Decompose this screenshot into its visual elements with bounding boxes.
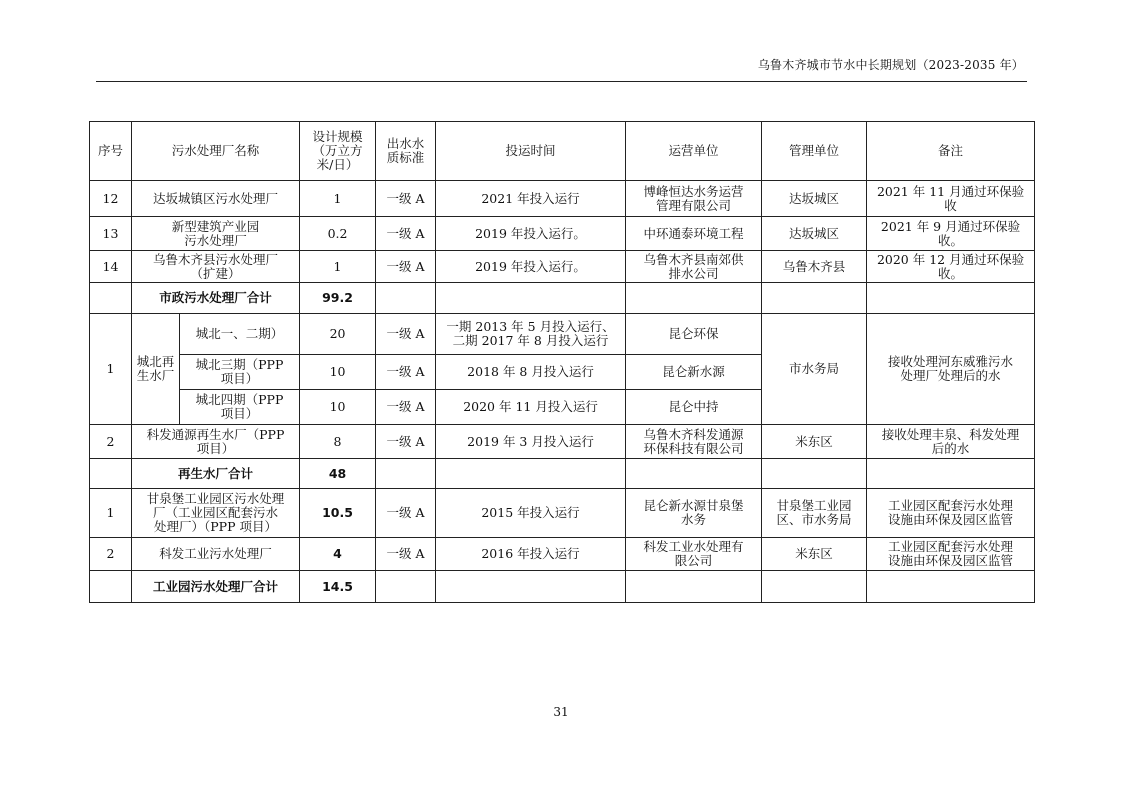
cell-text: 接收处理丰泉、科发处理 xyxy=(881,426,1020,442)
cell-text: 昆仑环保 xyxy=(668,326,719,341)
plant-name xyxy=(132,538,300,571)
cell-text: 新型建筑产业园 xyxy=(171,218,260,234)
cell-text: 乌鲁木齐县南郊供 xyxy=(643,251,744,267)
cell-text: 收。 xyxy=(938,265,964,281)
empty-cell xyxy=(436,283,626,314)
cell-text: 一级 A xyxy=(386,258,425,274)
empty-cell xyxy=(867,571,1035,603)
cell-text: 10.5 xyxy=(322,505,353,520)
row-no xyxy=(90,217,132,251)
cell-text: 一级 A xyxy=(386,225,425,241)
effluent-standard xyxy=(376,314,436,355)
cell-text: 二期 2017 年 8 月投入运行 xyxy=(452,333,609,348)
operator xyxy=(626,251,762,283)
subtotal-value xyxy=(300,571,376,603)
cell-text: 米/日） xyxy=(316,157,359,172)
effluent-standard xyxy=(376,489,436,538)
cell-text: 1 xyxy=(333,190,342,206)
cell-text: 达坂城区 xyxy=(789,190,840,206)
cell-text: 乌鲁木齐县污水处理厂 xyxy=(153,251,279,267)
cell-text: 投运时间 xyxy=(505,143,556,158)
cell-text: 城北四期（PPP xyxy=(195,392,284,407)
operator xyxy=(626,217,762,251)
cell-text: 昆仑新水源 xyxy=(662,364,725,379)
cell-text: 水务 xyxy=(681,512,707,527)
cell-text: 14.5 xyxy=(322,578,353,594)
cell-text: 限公司 xyxy=(674,553,713,568)
operator xyxy=(626,314,762,355)
design-scale xyxy=(300,181,376,217)
cell-text: 10 xyxy=(329,399,346,414)
cell-text: 项目） xyxy=(220,371,259,386)
design-scale xyxy=(300,251,376,283)
cell-text: 1 xyxy=(106,505,115,520)
cell-text: 运营单位 xyxy=(668,143,719,158)
cell-text: 48 xyxy=(328,465,347,481)
cell-text: 一级 A xyxy=(386,505,425,520)
effluent-standard xyxy=(376,251,436,283)
plant-phase-name xyxy=(180,355,300,390)
subtotal-label xyxy=(132,459,300,489)
operation-time xyxy=(436,217,626,251)
header-operator xyxy=(626,122,762,181)
subtotal-label xyxy=(132,283,300,314)
cell-text: 城北三期（PPP xyxy=(195,357,284,372)
subtotal-row xyxy=(90,283,1035,314)
effluent-standard xyxy=(376,217,436,251)
cell-text: 2016 年投入运行 xyxy=(481,546,580,561)
operator xyxy=(626,425,762,459)
cell-text: 99.2 xyxy=(322,290,353,305)
cell-text: 序号 xyxy=(97,143,123,158)
empty-cell xyxy=(376,283,436,314)
remark xyxy=(867,425,1035,459)
cell-text: 市政污水处理厂合计 xyxy=(159,290,272,305)
table-row xyxy=(90,181,1035,217)
cell-text: 备注 xyxy=(938,143,964,158)
cell-text: 2019 年投入运行。 xyxy=(475,225,586,241)
plant-name xyxy=(132,217,300,251)
manager xyxy=(762,217,867,251)
cell-text: 再生水厂合计 xyxy=(178,465,254,481)
cell-text: 2018 年 8 月投入运行 xyxy=(467,364,594,379)
empty-cell xyxy=(90,571,132,603)
design-scale xyxy=(300,489,376,538)
remark xyxy=(867,489,1035,538)
empty-cell xyxy=(376,459,436,489)
cell-text: 城北一、二期） xyxy=(195,326,284,341)
subtotal-row xyxy=(90,459,1035,489)
cell-text: 4 xyxy=(333,546,342,561)
subtotal-value xyxy=(300,283,376,314)
cell-text: 设计规模 xyxy=(312,129,363,144)
cell-text: 接收处理河东威雅污水 xyxy=(888,354,1014,369)
header-name xyxy=(132,122,300,181)
design-scale xyxy=(300,425,376,459)
cell-text: 科发工业水处理有 xyxy=(643,539,744,554)
empty-cell xyxy=(626,571,762,603)
cell-text: 设施由环保及园区监管 xyxy=(888,553,1014,568)
cell-text: 项目） xyxy=(220,406,259,421)
cell-text: 管理单位 xyxy=(789,143,840,158)
cell-text: 米东区 xyxy=(795,433,833,449)
table-row xyxy=(90,251,1035,283)
cell-text: 区、市水务局 xyxy=(776,512,852,527)
header-divider xyxy=(96,81,1027,82)
operator xyxy=(626,181,762,217)
cell-text: 出水水 xyxy=(386,136,425,151)
subtotal-label xyxy=(132,571,300,603)
design-scale xyxy=(300,538,376,571)
cell-text: 城北再 xyxy=(136,354,175,369)
subtotal-row xyxy=(90,571,1035,603)
header-remark xyxy=(867,122,1035,181)
cell-text: 12 xyxy=(102,190,119,206)
cell-text: 科发通源再生水厂（PPP xyxy=(146,426,285,442)
empty-cell xyxy=(436,459,626,489)
cell-text: 1 xyxy=(333,258,342,274)
cell-text: 工业园区配套污水处理 xyxy=(888,539,1014,554)
cell-text: 2021 年 9 月通过环保验 xyxy=(880,218,1021,234)
effluent-standard xyxy=(376,538,436,571)
cell-text: 一级 A xyxy=(386,364,425,379)
empty-cell xyxy=(436,571,626,603)
plant-group-name xyxy=(132,314,180,425)
effluent-standard xyxy=(376,425,436,459)
manager xyxy=(762,181,867,217)
page-number: 31 xyxy=(553,705,569,719)
plant-name xyxy=(132,425,300,459)
empty-cell xyxy=(867,283,1035,314)
cell-text: 达坂城镇区污水处理厂 xyxy=(153,190,279,206)
row-no xyxy=(90,251,132,283)
empty-cell xyxy=(867,459,1035,489)
operation-time xyxy=(436,390,626,425)
cell-text: 一级 A xyxy=(386,399,425,414)
plant-phase-name xyxy=(180,314,300,355)
cell-text: 2020 年 12 月通过环保验 xyxy=(876,251,1025,267)
header-scale xyxy=(300,122,376,181)
cell-text: 处理厂处理后的水 xyxy=(900,368,1001,383)
design-scale xyxy=(300,355,376,390)
cell-text: 工业园区配套污水处理 xyxy=(888,498,1014,513)
design-scale xyxy=(300,217,376,251)
table-row xyxy=(90,489,1035,538)
cell-text: 8 xyxy=(333,433,342,449)
operation-time xyxy=(436,425,626,459)
subtotal-value xyxy=(300,459,376,489)
empty-cell xyxy=(762,571,867,603)
plant-name xyxy=(132,251,300,283)
remark xyxy=(867,181,1035,217)
cell-text: 甘泉堡工业园 xyxy=(776,498,852,513)
cell-text: 科发工业污水处理厂 xyxy=(159,546,272,561)
cell-text: 环保科技有限公司 xyxy=(643,440,744,456)
row-no xyxy=(90,425,132,459)
operator xyxy=(626,390,762,425)
table-row xyxy=(90,217,1035,251)
header-no xyxy=(90,122,132,181)
empty-cell xyxy=(90,283,132,314)
row-no xyxy=(90,314,132,425)
cell-text: 2020 年 11 月投入运行 xyxy=(463,399,598,414)
cell-text: 一期 2013 年 5 月投入运行、 xyxy=(446,319,615,334)
cell-text: 处理厂）（PPP 项目） xyxy=(154,519,277,534)
operator xyxy=(626,489,762,538)
empty-cell xyxy=(762,283,867,314)
cell-text: 生水厂 xyxy=(136,368,175,383)
empty-cell xyxy=(90,459,132,489)
document-header-title: 乌鲁木齐城市节水中长期规划（2023-2035 年） xyxy=(757,58,1024,72)
operation-time xyxy=(436,538,626,571)
cell-text: 2019 年 3 月投入运行 xyxy=(467,433,594,449)
remark xyxy=(867,538,1035,571)
effluent-standard xyxy=(376,355,436,390)
row-no xyxy=(90,489,132,538)
empty-cell xyxy=(762,459,867,489)
reclaimed-subrow xyxy=(90,314,1035,355)
row-no xyxy=(90,181,132,217)
cell-text: 20 xyxy=(329,326,346,341)
cell-text: 乌鲁木齐县 xyxy=(782,258,846,274)
cell-text: 设施由环保及园区监管 xyxy=(888,512,1014,527)
cell-text: 2015 年投入运行 xyxy=(481,505,580,520)
cell-text: 收 xyxy=(944,197,957,213)
cell-text: 工业园污水处理厂合计 xyxy=(153,578,279,594)
remark xyxy=(867,251,1035,283)
plant-name xyxy=(132,489,300,538)
cell-text: （万立方 xyxy=(312,143,363,158)
cell-text: 昆仑中持 xyxy=(668,399,719,414)
cell-text: 2 xyxy=(106,546,115,561)
cell-text: 2021 年 11 月通过环保验 xyxy=(876,183,1025,199)
wastewater-plant-table xyxy=(89,121,1035,603)
operation-time xyxy=(436,489,626,538)
operator xyxy=(626,355,762,390)
cell-text: 质标准 xyxy=(386,150,425,165)
manager xyxy=(762,251,867,283)
effluent-standard xyxy=(376,181,436,217)
header-quality xyxy=(376,122,436,181)
remark xyxy=(867,217,1035,251)
cell-text: 昆仑新水源甘泉堡 xyxy=(643,498,744,513)
table-header-row xyxy=(90,122,1035,181)
manager xyxy=(762,489,867,538)
empty-cell xyxy=(626,283,762,314)
cell-text: 米东区 xyxy=(795,546,833,561)
cell-text: 市水务局 xyxy=(789,361,840,376)
plant-phase-name xyxy=(180,390,300,425)
manager xyxy=(762,538,867,571)
cell-text: 中环通泰环境工程 xyxy=(643,225,744,241)
cell-text: 博峰恒达水务运营 xyxy=(643,183,744,199)
operation-time xyxy=(436,251,626,283)
manager xyxy=(762,314,867,425)
cell-text: 收。 xyxy=(938,232,964,248)
cell-text: 1 xyxy=(106,361,115,376)
cell-text: 2 xyxy=(106,433,115,449)
cell-text: 一级 A xyxy=(386,190,425,206)
operation-time xyxy=(436,314,626,355)
cell-text: 一级 A xyxy=(386,433,425,449)
table-row xyxy=(90,538,1035,571)
empty-cell xyxy=(376,571,436,603)
cell-text: 13 xyxy=(102,225,119,241)
remark xyxy=(867,314,1035,425)
cell-text: 甘泉堡工业园区污水处理 xyxy=(146,491,285,506)
cell-text: 后的水 xyxy=(931,440,970,456)
cell-text: 一级 A xyxy=(386,326,425,341)
effluent-standard xyxy=(376,390,436,425)
operation-time xyxy=(436,355,626,390)
row-no xyxy=(90,538,132,571)
header-time xyxy=(436,122,626,181)
operator xyxy=(626,538,762,571)
cell-text: 0.2 xyxy=(327,225,348,241)
cell-text: 排水公司 xyxy=(668,265,719,281)
cell-text: 2021 年投入运行 xyxy=(481,190,580,206)
cell-text: 污水处理厂 xyxy=(184,232,247,248)
cell-text: 管理有限公司 xyxy=(656,197,732,213)
design-scale xyxy=(300,390,376,425)
operation-time xyxy=(436,181,626,217)
plant-name xyxy=(132,181,300,217)
cell-text: （扩建） xyxy=(190,265,241,281)
cell-text: 污水处理厂名称 xyxy=(171,143,260,158)
cell-text: 项目） xyxy=(196,440,235,456)
header-manager xyxy=(762,122,867,181)
cell-text: 14 xyxy=(102,258,119,274)
cell-text: 乌鲁木齐科发通源 xyxy=(643,426,744,442)
design-scale xyxy=(300,314,376,355)
cell-text: 厂（工业园区配套污水 xyxy=(153,505,279,520)
manager xyxy=(762,425,867,459)
cell-text: 一级 A xyxy=(386,546,425,561)
cell-text: 达坂城区 xyxy=(789,225,840,241)
empty-cell xyxy=(626,459,762,489)
table-row xyxy=(90,425,1035,459)
cell-text: 2019 年投入运行。 xyxy=(475,258,586,274)
cell-text: 10 xyxy=(329,364,346,379)
